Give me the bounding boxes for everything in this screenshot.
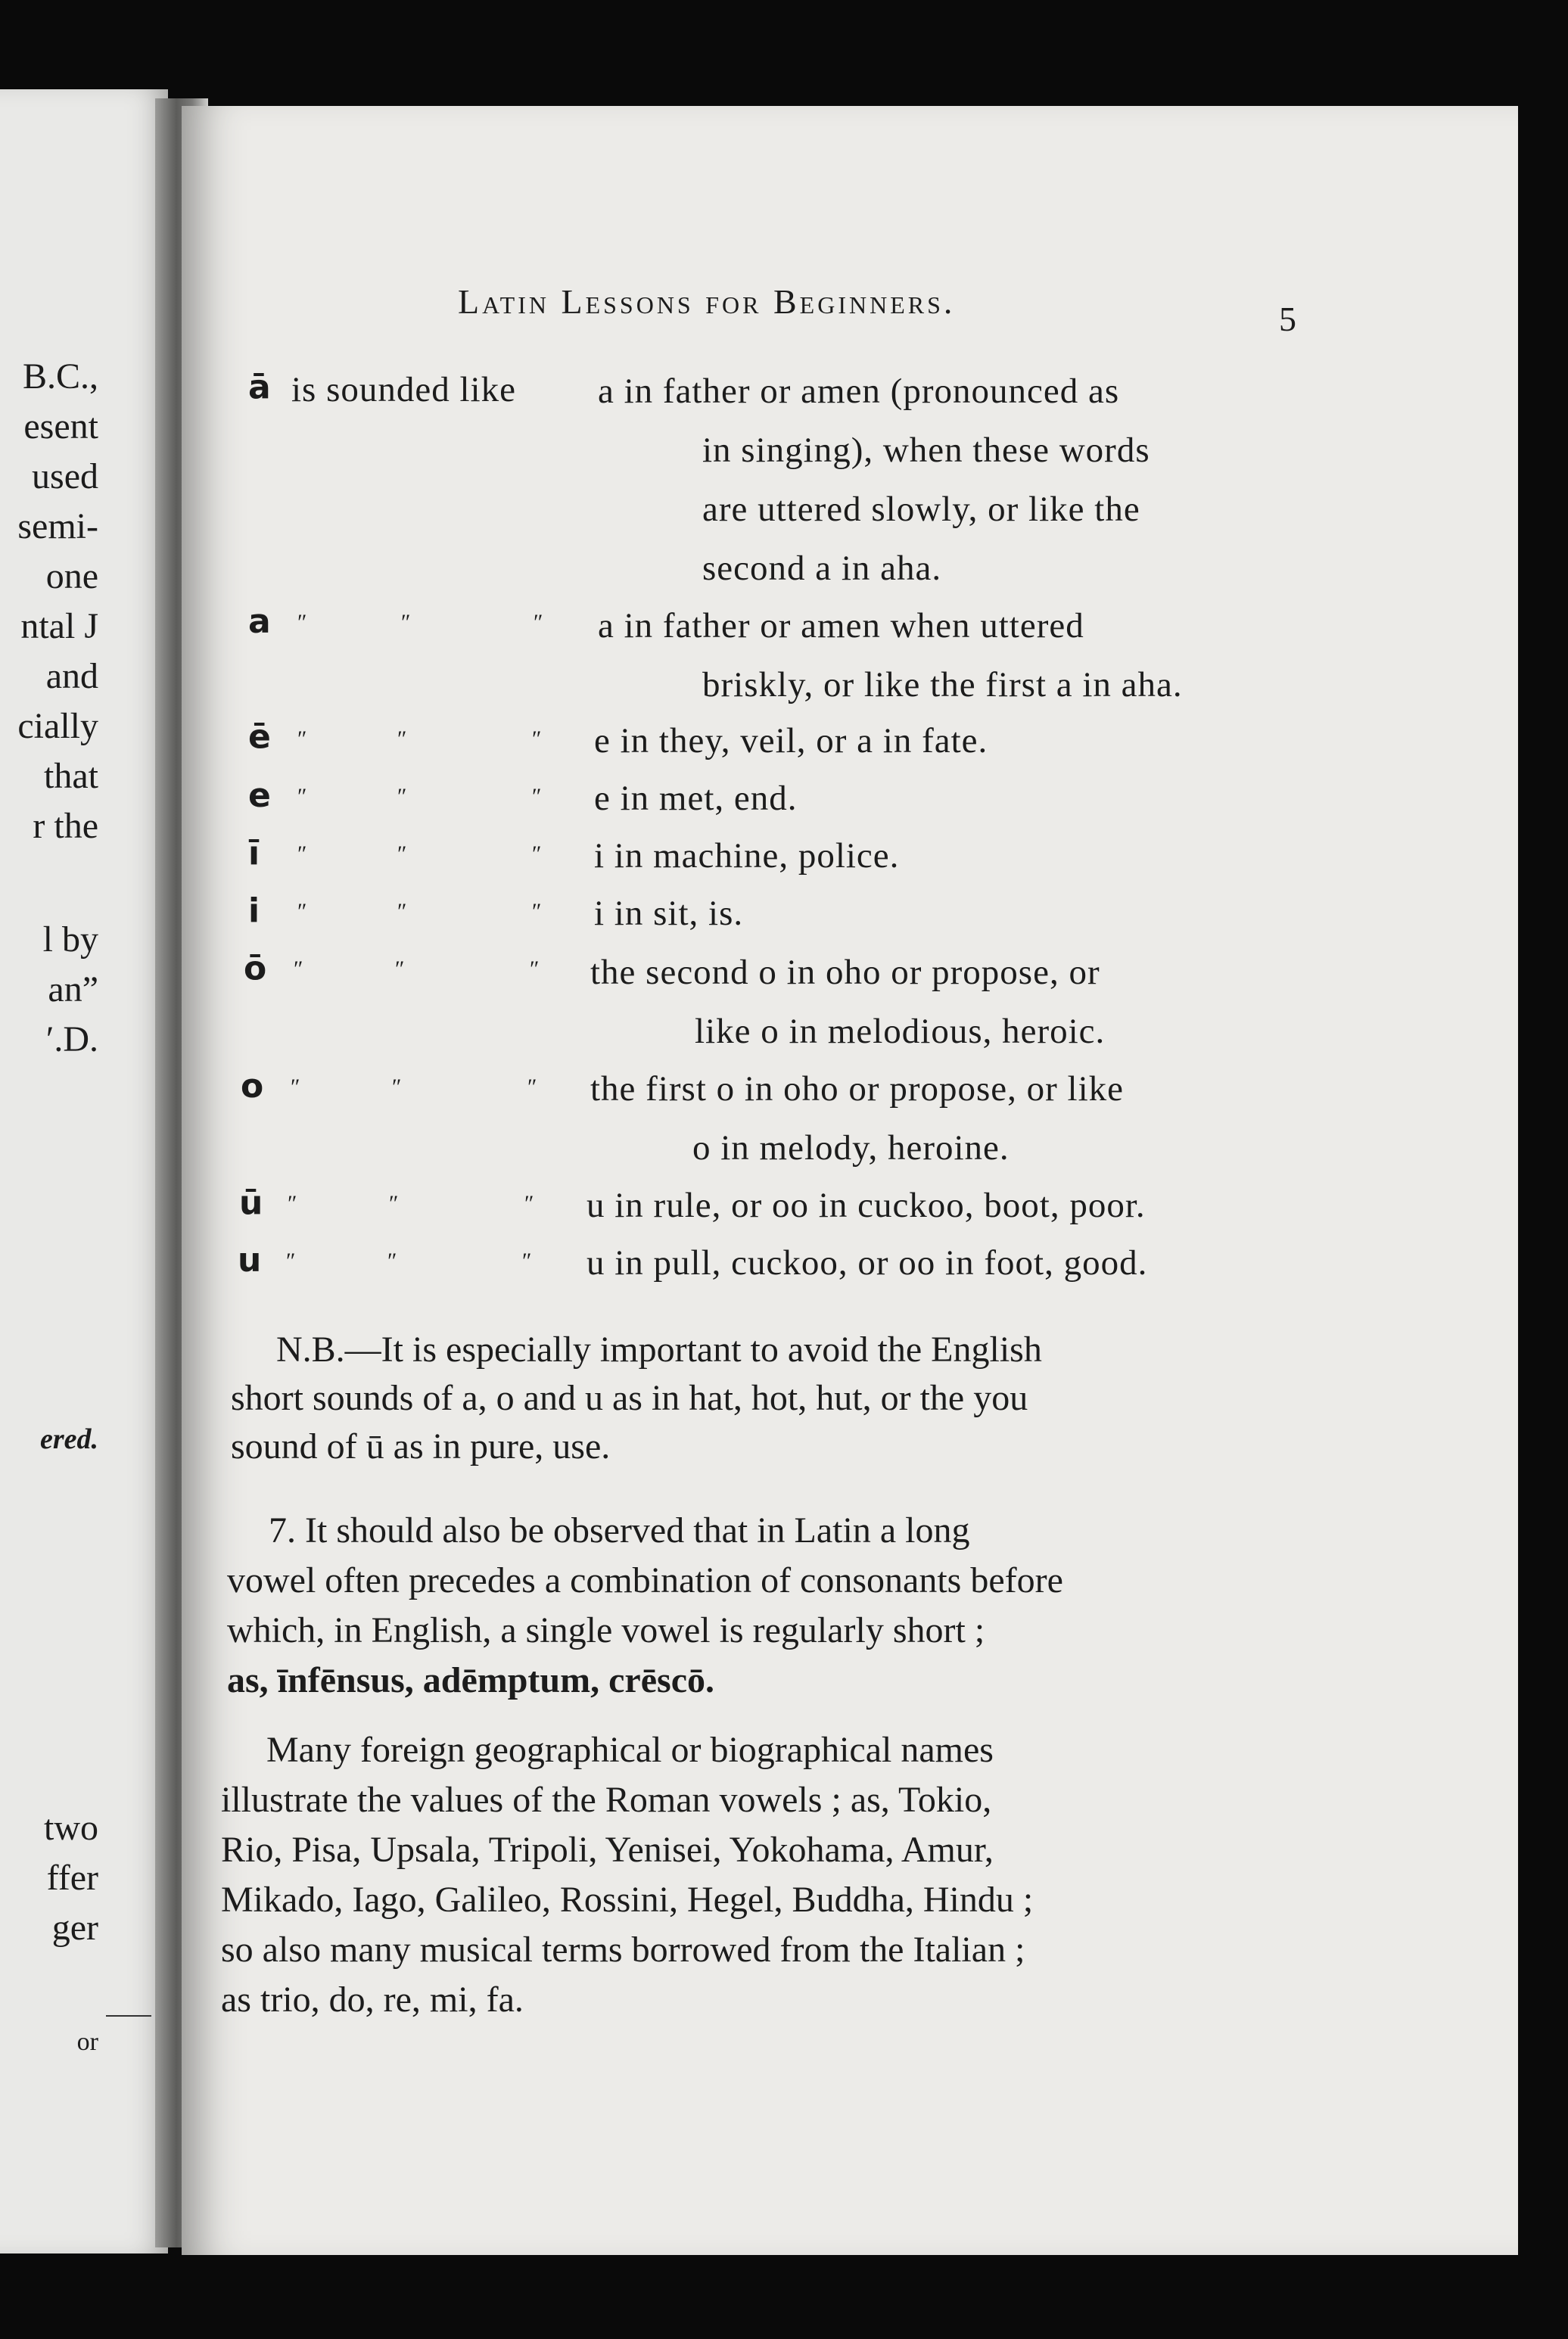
left-fragment: esent (23, 406, 98, 446)
left-fragment: ger (51, 1908, 98, 1948)
left-fragment: ′.D. (45, 1019, 98, 1059)
page-number: 5 (1279, 300, 1296, 338)
ditto-mark: ″ (530, 956, 540, 981)
left-page-fragment (0, 89, 168, 2253)
paragraph-line: Rio, Pisa, Upsala, Tripoli, Yenisei, Yokohama, Amur, (221, 1830, 994, 1870)
left-fragment: ntal J (20, 606, 98, 646)
left-fragment: and (45, 656, 98, 696)
nb-line: sound of ū as in pure, use. (231, 1426, 611, 1467)
left-fragment: ered. (39, 1423, 98, 1455)
ditto-mark: ″ (522, 1249, 532, 1274)
ditto-mark: ″ (395, 956, 405, 981)
rule-line: are uttered slowly, or like the (702, 490, 1140, 529)
ditto-mark: ″ (397, 841, 407, 866)
ditto-mark: ″ (392, 1075, 402, 1100)
ditto-mark: ″ (297, 899, 307, 924)
ditto-mark: ″ (397, 726, 407, 751)
section-7-line: 7. It should also be observed that in Latin a long (269, 1510, 970, 1551)
vowel-label: ā (248, 368, 271, 406)
ditto-mark: ″ (524, 1191, 534, 1216)
paragraph-line: Many foreign geographical or biographical names (266, 1730, 994, 1770)
ditto-mark: ″ (532, 784, 542, 809)
nb-line: N.B.—It is especially important to avoid the English (276, 1330, 1042, 1370)
ditto-mark: ″ (291, 1075, 300, 1100)
rule-line: briskly, or like the first a in aha. (702, 665, 1183, 704)
ditto-mark: ″ (294, 956, 303, 981)
vowel-label: u (238, 1241, 262, 1280)
ditto-mark: ″ (297, 841, 307, 866)
left-fragment: used (32, 456, 98, 496)
rule-line: i in machine, police. (594, 836, 900, 876)
ditto-mark: ″ (297, 610, 307, 635)
ditto-mark: ″ (534, 610, 543, 635)
paragraph-line: as trio, do, re, mi, fa. (221, 1980, 524, 2020)
paragraph-line: Mikado, Iago, Galileo, Rossini, Hegel, Buddha, Hindu ; (221, 1880, 1034, 1920)
vowel-label: ō (244, 949, 267, 988)
vowel-lead: is sounded like (291, 370, 516, 409)
ditto-mark: ″ (286, 1249, 296, 1274)
rule-line: e in met, end. (594, 779, 798, 818)
ditto-mark: ″ (532, 899, 542, 924)
ditto-mark: ″ (397, 784, 407, 809)
section-7-line: vowel often precedes a combination of consonants before (227, 1560, 1063, 1600)
rule-line: a in father or amen when uttered (598, 606, 1084, 645)
vowel-label: e (248, 776, 271, 815)
ditto-mark: ″ (397, 899, 407, 924)
examples-paragraph (221, 1725, 1280, 2025)
section-7-line: which, in English, a single vowel is regularly short ; (227, 1610, 985, 1650)
left-fragment: that (44, 756, 98, 796)
ditto-mark: ″ (527, 1075, 537, 1100)
vowel-label: o (241, 1067, 264, 1106)
rule-line: a in father or amen (pronounced as (598, 372, 1120, 411)
rule-line: second a in aha. (702, 549, 942, 588)
vowel-label: i (248, 891, 260, 930)
left-fragment: r the (33, 806, 98, 846)
rule-line: the first o in oho or propose, or like (590, 1069, 1125, 1109)
left-fragment: B.C., (22, 356, 98, 397)
nb-line: short sounds of a, o and u as in hat, hot, hut, or the you (231, 1378, 1028, 1418)
rule-line: like o in melodious, heroic. (695, 1012, 1106, 1051)
ditto-mark: ″ (297, 784, 307, 809)
left-fragment: two (44, 1808, 98, 1848)
rule-line: o in melody, heroine. (692, 1128, 1010, 1168)
rule-line: e in they, veil, or a in fate. (594, 721, 988, 760)
left-fragment: l by (42, 919, 98, 960)
left-fragment: one (45, 556, 98, 596)
ditto-mark: ″ (297, 726, 307, 751)
rule-line: the second o in oho or propose, or (590, 953, 1100, 992)
ditto-mark: ″ (532, 841, 542, 866)
footnote-rule (106, 2015, 151, 2017)
left-fragment: an” (48, 969, 98, 1009)
running-head: Latin Lessons for Beginners. (458, 282, 956, 321)
vowel-label: ū (239, 1183, 263, 1222)
left-fragment: or (76, 2028, 98, 2056)
paragraph-line: so also many musical terms borrowed from the Italian ; (221, 1930, 1025, 1970)
rule-line: in singing), when these words (702, 431, 1150, 470)
left-fragment: ffer (46, 1858, 98, 1898)
paragraph-line: illustrate the values of the Roman vowels ; as, Tokio, (221, 1780, 992, 1820)
rule-line: u in rule, or oo in cuckoo, boot, poor. (586, 1186, 1146, 1225)
ditto-mark: ″ (532, 726, 542, 751)
ditto-mark: ″ (288, 1191, 297, 1216)
section-7 (227, 1506, 1286, 1706)
rule-line: u in pull, cuckoo, or oo in foot, good. (586, 1243, 1148, 1283)
rule-line: i in sit, is. (594, 894, 744, 933)
ditto-mark: ″ (401, 610, 411, 635)
vowel-label: ē (248, 717, 271, 756)
section-7-line: as, īnfēnsus, adēmptum, crēscō. (227, 1660, 714, 1700)
ditto-mark: ″ (389, 1191, 399, 1216)
vowel-label: ī (248, 834, 260, 872)
vowel-label: a (248, 602, 271, 641)
left-fragment: cially (17, 706, 98, 746)
nb-note (231, 1326, 1290, 1471)
ditto-mark: ″ (387, 1249, 397, 1274)
left-fragment: semi- (17, 506, 98, 546)
